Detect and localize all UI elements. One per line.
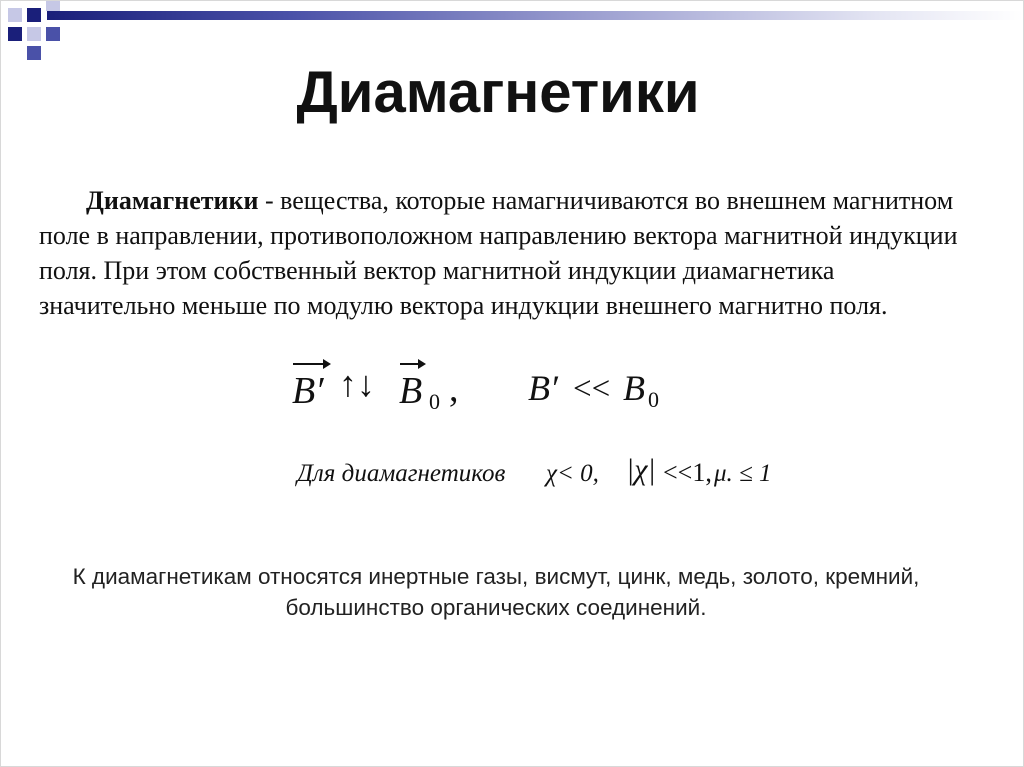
formula-b: B xyxy=(399,370,423,412)
formula-b-prime: B′ xyxy=(528,368,558,408)
header-gradient-bar xyxy=(47,11,1023,20)
decor-square xyxy=(8,27,22,41)
conditions-text: Для диамагнетиков xyxy=(297,460,506,487)
formula-comma: , xyxy=(449,368,459,410)
formula-b-prime: B′ xyxy=(292,370,324,412)
formula-b: B xyxy=(623,368,645,408)
antiparallel-symbol: ↑↓ xyxy=(339,364,375,404)
definition-paragraph xyxy=(39,183,969,323)
examples-note: К диамагнетикам относятся инертные газы, висмут, цинк, медь, золото, кремний, большинство органических соединений. xyxy=(72,564,920,620)
decor-square xyxy=(27,46,41,60)
mu-condition: μ. ≤ 1 xyxy=(714,460,772,487)
definition-text: - вещества, которые намагничиваются во внешнем магнитном поле в направлении, противоположном направлению вектора магнитной индукции поля. При этом собственный вектор магнитной индукции диамагнетика значительно меньше по модулю вектора индукции внешнего магнитно поля. xyxy=(39,186,958,320)
definition-term: Диамагнетики xyxy=(86,186,259,215)
chi-condition: χ< 0, xyxy=(546,460,599,487)
decor-square xyxy=(46,1,60,11)
slide-title: Диамагнетики xyxy=(296,60,700,125)
decor-square xyxy=(27,27,41,41)
much-less-symbol: << xyxy=(573,371,611,407)
decor-square xyxy=(27,8,41,22)
vector-arrow xyxy=(400,363,424,365)
formula-subscript: 0 xyxy=(429,389,440,414)
vector-arrow xyxy=(293,363,329,365)
decor-square xyxy=(8,8,22,22)
abs-chi-condition: <<1, xyxy=(663,458,712,487)
abs-chi: |χ| xyxy=(626,453,656,486)
formula-subscript: 0 xyxy=(648,387,659,412)
decor-square xyxy=(46,27,60,41)
